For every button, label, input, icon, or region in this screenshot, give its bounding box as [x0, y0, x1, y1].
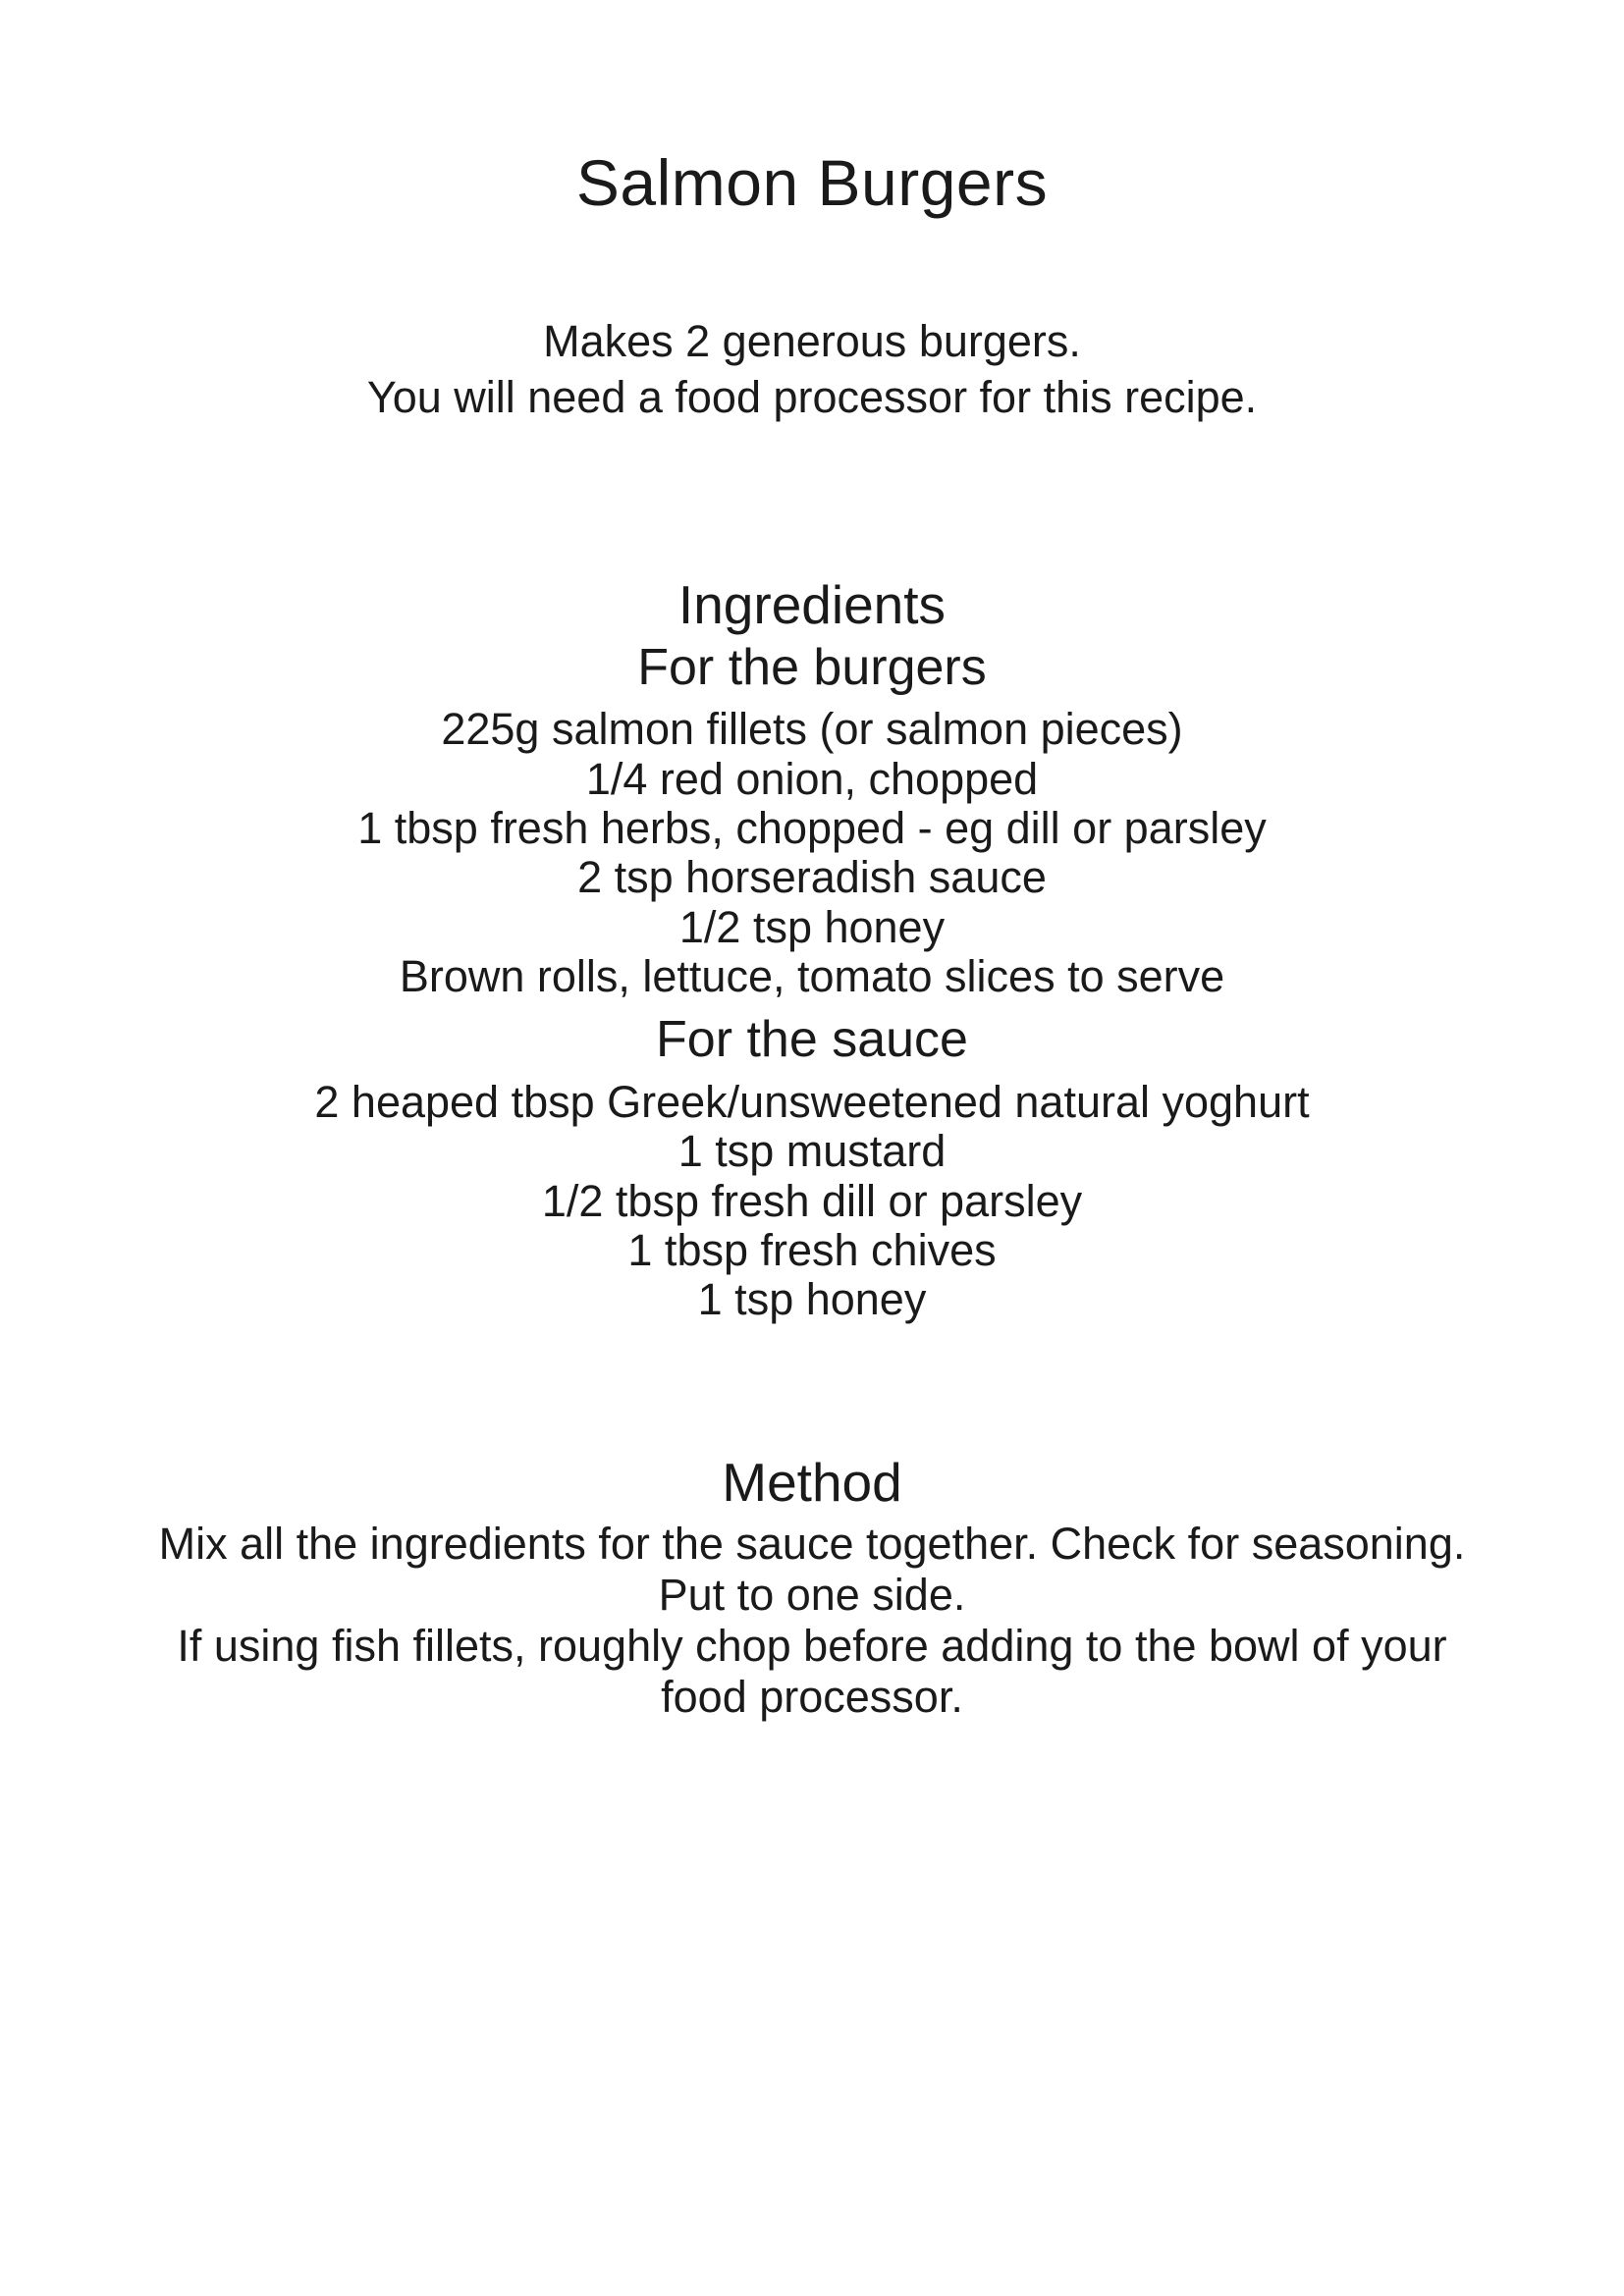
method-section: [118, 1451, 1506, 1724]
intro-line-2: You will need a food processor for this recipe.: [366, 372, 1258, 423]
list-item: 1 tsp honey: [697, 1274, 927, 1325]
list-item: Brown rolls, lettuce, tomato slices to serve: [399, 951, 1225, 1002]
list-item: 1/4 red onion, chopped: [585, 753, 1039, 804]
intro-line-1: Makes 2 generous burgers.: [543, 315, 1081, 366]
list-item: 1/2 tbsp fresh dill or parsley: [541, 1175, 1083, 1226]
ingredients-section: [118, 573, 1506, 1325]
list-item: 1 tbsp fresh chives: [627, 1225, 997, 1276]
list-item: 1 tsp mustard: [677, 1126, 947, 1177]
recipe-intro: [118, 313, 1506, 426]
sauce-ingredient-list: [118, 1078, 1506, 1325]
page-title: Salmon Burgers: [575, 146, 1049, 219]
burgers-subheading: For the burgers: [637, 638, 987, 696]
method-body: [118, 1519, 1506, 1724]
list-item: 2 heaped tbsp Greek/unsweetened natural yoghurt: [314, 1076, 1310, 1127]
method-paragraph: If using fish fillets, roughly chop before adding to the bowl of your food processor.: [177, 1621, 1447, 1723]
method-heading: Method: [722, 1451, 902, 1513]
list-item: 225g salmon fillets (or salmon pieces): [441, 704, 1183, 755]
list-item: 2 tsp horseradish sauce: [577, 852, 1047, 903]
burgers-ingredient-list: [118, 705, 1506, 1001]
method-paragraph: Mix all the ingredients for the sauce together. Check for seasoning. Put to one side.: [158, 1518, 1466, 1620]
list-item: 1 tbsp fresh herbs, chopped - eg dill or parsley: [357, 802, 1267, 853]
sauce-subheading: For the sauce: [656, 1011, 968, 1069]
ingredients-heading: Ingredients: [677, 573, 947, 635]
list-item: 1/2 tsp honey: [678, 901, 946, 952]
